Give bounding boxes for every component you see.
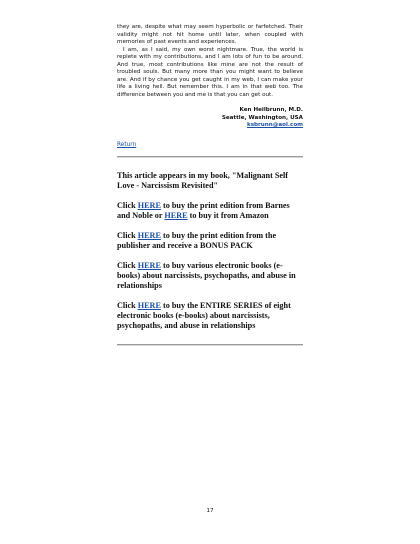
promo-click-text: Click	[117, 300, 136, 310]
promo-click-text: Click	[117, 260, 136, 270]
divider-top	[117, 156, 303, 158]
promo-line-publisher	[117, 231, 303, 251]
author-email-link[interactable]: ksbrunn@aol.com	[246, 122, 303, 128]
here-link-series[interactable]: HERE	[137, 300, 161, 310]
promo-click-text: Click	[117, 200, 136, 210]
promo-line-barnes-amazon	[117, 201, 303, 221]
here-link-ebooks[interactable]: HERE	[137, 260, 161, 270]
body-paragraph-2: I am, as I said, my own worst nightmare. True, the world is replete with my contributions, and I am lots of fun to be around. And true, most contributions like mine are not the result of troubled souls. But many more than you might want to believe are. And if by chance you get caught in my web, I can make your life a living hell. But remember this. I am in that web too. The difference between you and me is that you can get out.	[117, 46, 303, 98]
promo-text: to buy the print edition from Barnes and Noble or	[117, 200, 290, 220]
promo-text: to buy the print edition from the publisher and receive a BONUS PACK	[117, 230, 277, 250]
here-link-barnes-noble[interactable]: HERE	[137, 200, 161, 210]
page-number: 17	[206, 508, 214, 514]
author-name: Ken Heilbrunn, M.D.	[239, 107, 303, 113]
promo-intro: This article appears in my book, "Malignant Self Love - Narcissism Revisited"	[117, 170, 289, 190]
promo-text: to buy various electronic books (e-books) about narcissists, psychopaths, and abuse in relationships	[117, 260, 296, 290]
promo-text: to buy the ENTIRE SERIES of eight electronic books (e-books) about narcissists, psychopaths, and abuse in relationships	[117, 300, 291, 330]
book-promo	[117, 171, 303, 331]
body-paragraph-1: they are, despite what may seem hyperbolic or farfetched. Their validity might not hit home until later, when coupled with memories of past events and experiences.	[117, 24, 303, 45]
promo-line-ebooks	[117, 261, 303, 291]
here-link-amazon[interactable]: HERE	[164, 210, 188, 220]
promo-line-series	[117, 301, 303, 331]
promo-text: to buy it from Amazon	[189, 210, 269, 220]
divider-bottom	[117, 344, 303, 346]
document-page	[117, 24, 303, 346]
return-link[interactable]: Return	[117, 141, 137, 148]
here-link-publisher[interactable]: HERE	[137, 230, 161, 240]
author-location: Seattle, Washington, USA	[221, 114, 303, 121]
promo-click-text: Click	[117, 230, 136, 240]
signature-block	[117, 107, 303, 130]
